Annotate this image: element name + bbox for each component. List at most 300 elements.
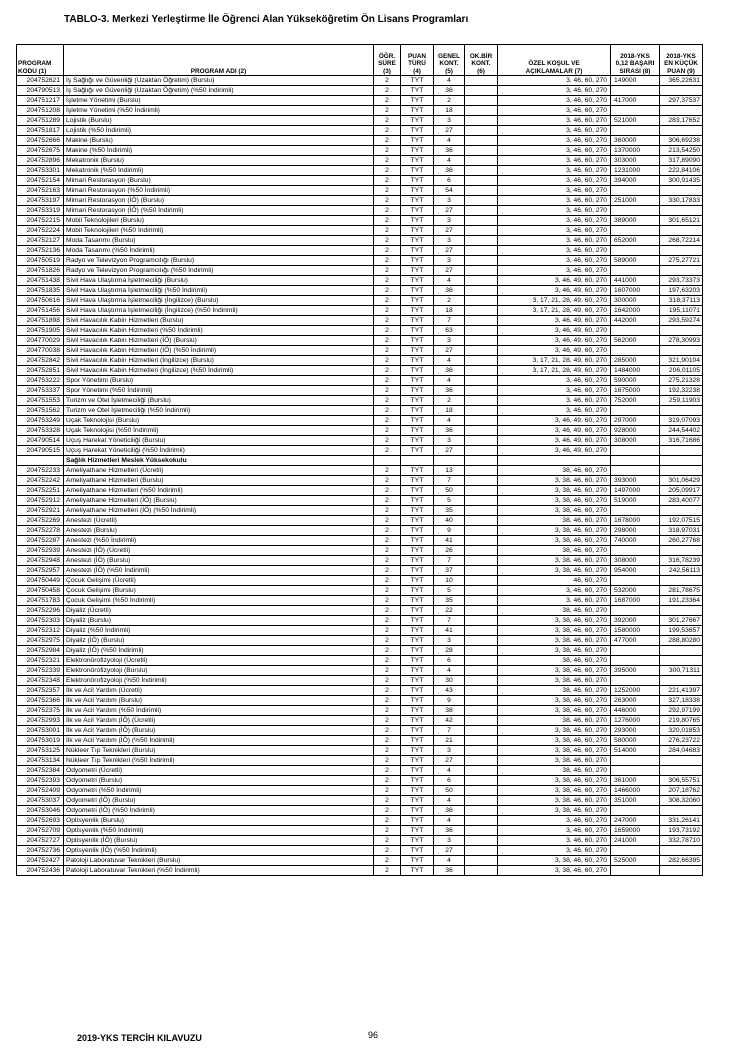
quota-cell: 3 <box>434 746 465 756</box>
conditions-cell: 3, 46, 49, 60, 270 <box>498 426 611 436</box>
conditions-cell: 38, 46, 60, 270 <box>498 686 611 696</box>
program-code-cell: 204751562 <box>17 406 64 416</box>
table-row <box>17 426 703 436</box>
program-name-cell: Ameliyathane Hizmetleri (İÖ) (Burslu) <box>64 496 374 506</box>
success-rank-cell <box>611 466 660 476</box>
extra-quota-cell <box>465 786 498 796</box>
score-type-cell: TYT <box>401 276 434 286</box>
extra-quota-cell <box>465 366 498 376</box>
duration-cell: 2 <box>374 666 401 676</box>
conditions-cell: 3, 38, 46, 60, 270 <box>498 866 611 876</box>
quota-cell: 6 <box>434 656 465 666</box>
conditions-cell: 3, 38, 46, 60, 270 <box>498 506 611 516</box>
success-rank-cell: 1276000 <box>611 716 660 726</box>
program-name-cell: İşletme Yönetimi (%50 İndirimli) <box>64 106 374 116</box>
extra-quota-cell <box>465 646 498 656</box>
score-type-cell: TYT <box>401 306 434 316</box>
table-row <box>17 636 703 646</box>
program-name-cell: İlk ve Acil Yardım (Ücretli) <box>64 686 374 696</box>
score-type-cell: TYT <box>401 616 434 626</box>
header-line: (6) <box>477 67 485 75</box>
duration-cell: 2 <box>374 576 401 586</box>
table-row <box>17 506 703 516</box>
quota-cell: 2 <box>434 396 465 406</box>
quota-cell: 4 <box>434 276 465 286</box>
header-line: AÇIKLAMALAR (7) <box>525 67 583 75</box>
quota-cell: 9 <box>434 526 465 536</box>
table-row <box>17 776 703 786</box>
duration-cell: 2 <box>374 496 401 506</box>
score-type-cell: TYT <box>401 376 434 386</box>
min-score-cell <box>660 126 703 136</box>
program-name-cell: Uçak Teknolojisi (%50 İndirimli) <box>64 426 374 436</box>
conditions-cell: 3, 46, 60, 270 <box>498 266 611 276</box>
extra-quota-cell <box>465 686 498 696</box>
min-score-cell <box>660 576 703 586</box>
success-rank-cell <box>611 446 660 456</box>
header-line: (4) <box>413 67 421 75</box>
table-row <box>17 486 703 496</box>
success-rank-cell: 263000 <box>611 696 660 706</box>
min-score-cell: 268,72214 <box>660 236 703 246</box>
success-rank-cell: 417000 <box>611 96 660 106</box>
success-rank-cell <box>611 106 660 116</box>
program-code-cell: 204752215 <box>17 216 64 226</box>
conditions-cell: 3, 46, 49, 60, 270 <box>498 436 611 446</box>
min-score-cell: 321,90104 <box>660 356 703 366</box>
header-program-code <box>17 45 64 76</box>
duration-cell: 2 <box>374 436 401 446</box>
success-rank-cell: 446000 <box>611 706 660 716</box>
score-type-cell <box>401 456 434 466</box>
header-program-name <box>64 45 374 76</box>
score-type-cell: TYT <box>401 286 434 296</box>
program-name-cell: Elektronörofizyoloji (%50 İndirimli) <box>64 676 374 686</box>
conditions-cell: 3, 38, 46, 60, 270 <box>498 666 611 676</box>
success-rank-cell: 303000 <box>611 156 660 166</box>
conditions-cell: 3, 46, 49, 60, 270 <box>498 326 611 336</box>
success-rank-cell: 519000 <box>611 496 660 506</box>
duration-cell: 2 <box>374 296 401 306</box>
quota-cell: 4 <box>434 416 465 426</box>
conditions-cell: 3, 17, 21, 28, 49, 60, 270 <box>498 296 611 306</box>
program-name-cell: Patoloji Laboratuvar Teknikleri (Burslu) <box>64 856 374 866</box>
success-rank-cell: 441000 <box>611 276 660 286</box>
program-code-cell: 204751835 <box>17 286 64 296</box>
min-score-cell <box>660 656 703 666</box>
extra-quota-cell <box>465 96 498 106</box>
duration-cell: 2 <box>374 106 401 116</box>
table-row <box>17 626 703 636</box>
program-name-cell: Mimari Restorasyon (İÖ) (%50 İndirimli) <box>64 206 374 216</box>
success-rank-cell: 395000 <box>611 666 660 676</box>
min-score-cell: 207,18762 <box>660 786 703 796</box>
conditions-cell: 3, 46, 60, 270 <box>498 176 611 186</box>
extra-quota-cell <box>465 766 498 776</box>
quota-cell: 3 <box>434 116 465 126</box>
table-row <box>17 396 703 406</box>
table-row <box>17 376 703 386</box>
conditions-cell: 3, 46, 49, 60, 270 <box>498 346 611 356</box>
header-extra-quota <box>465 45 498 76</box>
duration-cell: 2 <box>374 186 401 196</box>
success-rank-cell: 293000 <box>611 726 660 736</box>
extra-quota-cell <box>465 636 498 646</box>
program-name-cell: Turizm ve Otel İşletmeciliği (Burslu) <box>64 396 374 406</box>
duration-cell: 2 <box>374 96 401 106</box>
score-type-cell: TYT <box>401 516 434 526</box>
duration-cell: 2 <box>374 476 401 486</box>
section-title: Sağlık Hizmetleri Meslek Yüksekokulu <box>64 456 374 466</box>
duration-cell: 2 <box>374 206 401 216</box>
program-name-cell: Radyo ve Televizyon Programcılığı (%50 İndirimli) <box>64 266 374 276</box>
header-score-type <box>401 45 434 76</box>
min-score-cell: 316,71686 <box>660 436 703 446</box>
conditions-cell: 3, 46, 60, 270 <box>498 836 611 846</box>
program-name-cell: Nükleer Tıp Teknikleri (Burslu) <box>64 746 374 756</box>
min-score-cell: 222,84106 <box>660 166 703 176</box>
score-type-cell: TYT <box>401 166 434 176</box>
conditions-cell: 3, 46, 60, 270 <box>498 206 611 216</box>
conditions-cell: 3, 17, 21, 28, 49, 60, 270 <box>498 356 611 366</box>
extra-quota-cell <box>465 386 498 396</box>
min-score-cell: 193,73192 <box>660 826 703 836</box>
quota-cell: 27 <box>434 226 465 236</box>
quota-cell: 40 <box>434 516 465 526</box>
section-row <box>17 456 703 466</box>
extra-quota-cell <box>465 216 498 226</box>
min-score-cell <box>660 446 703 456</box>
extra-quota-cell <box>465 166 498 176</box>
conditions-cell: 38, 46, 60, 270 <box>498 766 611 776</box>
quota-cell: 36 <box>434 806 465 816</box>
success-rank-cell: 251000 <box>611 196 660 206</box>
extra-quota-cell <box>465 836 498 846</box>
min-score-cell: 283,40077 <box>660 496 703 506</box>
program-name-cell: Çocuk Gelişimi (Burslu) <box>64 586 374 596</box>
min-score-cell: 221,41397 <box>660 686 703 696</box>
program-code-cell: 204752427 <box>17 856 64 866</box>
conditions-cell: 3, 46, 60, 270 <box>498 246 611 256</box>
extra-quota-cell <box>465 546 498 556</box>
score-type-cell: TYT <box>401 96 434 106</box>
quota-cell: 36 <box>434 146 465 156</box>
success-rank-cell: 300000 <box>611 296 660 306</box>
success-rank-cell: 241000 <box>611 836 660 846</box>
duration-cell: 2 <box>374 326 401 336</box>
conditions-cell: 3, 46, 60, 270 <box>498 226 611 236</box>
score-type-cell: TYT <box>401 466 434 476</box>
table-row <box>17 346 703 356</box>
duration-cell: 2 <box>374 416 401 426</box>
program-name-cell: Mobil Teknolojileri (%50 İndirimli) <box>64 226 374 236</box>
header-line: 0,12 BAŞARI <box>615 60 655 68</box>
program-code-cell: 204752312 <box>17 626 64 636</box>
duration-cell: 2 <box>374 166 401 176</box>
success-rank-cell: 1659000 <box>611 826 660 836</box>
table-row <box>17 196 703 206</box>
score-type-cell: TYT <box>401 836 434 846</box>
program-code-cell: 204751905 <box>17 326 64 336</box>
table-row <box>17 476 703 486</box>
conditions-cell: 3, 46, 49, 60, 270 <box>498 316 611 326</box>
conditions-cell: 38, 46, 60, 270 <box>498 656 611 666</box>
success-rank-cell: 360000 <box>611 136 660 146</box>
header-success-rank <box>611 45 660 76</box>
extra-quota-cell <box>465 296 498 306</box>
table-row <box>17 666 703 676</box>
extra-quota-cell <box>465 276 498 286</box>
score-type-cell: TYT <box>401 506 434 516</box>
min-score-cell: 206,01105 <box>660 366 703 376</box>
header-line: (5) <box>445 67 453 75</box>
duration-cell: 2 <box>374 276 401 286</box>
duration-cell: 2 <box>374 446 401 456</box>
program-name-cell: Anestezi (Ücretli) <box>64 516 374 526</box>
conditions-cell: 3, 38, 46, 60, 270 <box>498 676 611 686</box>
conditions-cell: 3, 38, 46, 60, 270 <box>498 726 611 736</box>
table-row <box>17 866 703 876</box>
program-name-cell: Spor Yönetimi (%50 İndirimli) <box>64 386 374 396</box>
extra-quota-cell <box>465 206 498 216</box>
program-name-cell: İş Sağlığı ve Güvenliği (Uzaktan Öğretim) (%50 İndirimli) <box>64 86 374 96</box>
program-name-cell: Elektronörofizyoloji (Burslu) <box>64 666 374 676</box>
duration-cell: 2 <box>374 846 401 856</box>
table-row <box>17 526 703 536</box>
score-type-cell: TYT <box>401 816 434 826</box>
table-row <box>17 86 703 96</box>
table-row <box>17 356 703 366</box>
conditions-cell: 3, 46, 49, 60, 270 <box>498 286 611 296</box>
duration-cell: 2 <box>374 266 401 276</box>
program-code-cell: 204752984 <box>17 646 64 656</box>
extra-quota-cell <box>465 776 498 786</box>
duration-cell: 2 <box>374 376 401 386</box>
header-line: TÜRÜ <box>408 60 426 68</box>
extra-quota-cell <box>465 346 498 356</box>
extra-quota-cell <box>465 676 498 686</box>
min-score-cell: 301,65121 <box>660 216 703 226</box>
program-name-cell: Uçuş Harekat Yöneticiliği (Burslu) <box>64 436 374 446</box>
header-line: EN KÜÇÜK <box>664 60 698 68</box>
program-code-cell: 204752693 <box>17 816 64 826</box>
extra-quota-cell <box>465 306 498 316</box>
table-row <box>17 216 703 226</box>
program-name-cell: İlk ve Acil Yardım (İÖ) (Ücretli) <box>64 716 374 726</box>
program-code-cell: 204752921 <box>17 506 64 516</box>
program-code-cell: 204752287 <box>17 536 64 546</box>
score-type-cell: TYT <box>401 576 434 586</box>
score-type-cell: TYT <box>401 486 434 496</box>
duration-cell: 2 <box>374 796 401 806</box>
program-code-cell: 204752154 <box>17 176 64 186</box>
min-score-cell <box>660 466 703 476</box>
score-type-cell: TYT <box>401 476 434 486</box>
header-duration <box>374 45 401 76</box>
quota-cell: 3 <box>434 216 465 226</box>
program-name-cell: İşletme Yönetimi (Burslu) <box>64 96 374 106</box>
conditions-cell: 3, 46, 60, 270 <box>498 86 611 96</box>
min-score-cell: 316,78239 <box>660 556 703 566</box>
conditions-cell: 3, 38, 46, 60, 270 <box>498 536 611 546</box>
extra-quota-cell <box>465 396 498 406</box>
score-type-cell: TYT <box>401 326 434 336</box>
quota-cell: 21 <box>434 736 465 746</box>
min-score-cell: 330,17833 <box>660 196 703 206</box>
program-name-cell: İlk ve Acil Yardım (Burslu) <box>64 696 374 706</box>
program-code-cell: 204753249 <box>17 416 64 426</box>
duration-cell: 2 <box>374 406 401 416</box>
header-line: 2018-YKS <box>666 52 696 60</box>
extra-quota-cell <box>465 566 498 576</box>
program-name-cell: Patoloji Laboratuvar Teknikleri (%50 İndirimli) <box>64 866 374 876</box>
quota-cell: 4 <box>434 356 465 366</box>
program-code-cell: 204752278 <box>17 526 64 536</box>
min-score-cell: 318,37113 <box>660 296 703 306</box>
program-code-cell: 204752666 <box>17 136 64 146</box>
quota-cell: 13 <box>434 466 465 476</box>
extra-quota-cell <box>465 826 498 836</box>
min-score-cell <box>660 506 703 516</box>
program-code-cell: 204752339 <box>17 666 64 676</box>
score-type-cell: TYT <box>401 776 434 786</box>
extra-quota-cell <box>465 576 498 586</box>
table-row <box>17 316 703 326</box>
duration-cell: 2 <box>374 836 401 846</box>
program-code-cell: 204752366 <box>17 696 64 706</box>
score-type-cell: TYT <box>401 656 434 666</box>
score-type-cell: TYT <box>401 126 434 136</box>
program-code-cell: 204752233 <box>17 466 64 476</box>
conditions-cell: 46, 60, 270 <box>498 576 611 586</box>
conditions-cell: 3, 17, 21, 28, 49, 60, 270 <box>498 306 611 316</box>
duration-cell: 2 <box>374 816 401 826</box>
quota-cell: 27 <box>434 846 465 856</box>
duration-cell: 2 <box>374 76 401 86</box>
score-type-cell: TYT <box>401 546 434 556</box>
min-score-cell <box>660 266 703 276</box>
quota-cell: 7 <box>434 476 465 486</box>
extra-quota-cell <box>465 76 498 86</box>
score-type-cell: TYT <box>401 696 434 706</box>
header-line: PUAN <box>407 52 427 60</box>
min-score-cell <box>660 406 703 416</box>
extra-quota-cell <box>465 376 498 386</box>
program-name-cell: Moda Tasarımı (Burslu) <box>64 236 374 246</box>
table-row <box>17 836 703 846</box>
quota-cell: 2 <box>434 296 465 306</box>
conditions-cell: 3, 46, 49, 60, 270 <box>498 276 611 286</box>
quota-cell: 7 <box>434 316 465 326</box>
program-code-cell: 204753001 <box>17 726 64 736</box>
extra-quota-cell <box>465 696 498 706</box>
min-score-cell: 318,97031 <box>660 526 703 536</box>
success-rank-cell <box>611 346 660 356</box>
program-name-cell: Radyo ve Televizyon Programcılığı (Burslu) <box>64 256 374 266</box>
success-rank-cell <box>611 86 660 96</box>
score-type-cell: TYT <box>401 826 434 836</box>
program-code-cell: 204750458 <box>17 586 64 596</box>
duration-cell: 2 <box>374 526 401 536</box>
duration-cell: 2 <box>374 536 401 546</box>
program-code-cell <box>17 456 64 466</box>
min-score-cell <box>660 806 703 816</box>
table-row <box>17 136 703 146</box>
success-rank-cell: 149000 <box>611 76 660 86</box>
program-code-cell: 204753319 <box>17 206 64 216</box>
program-code-cell: 204752912 <box>17 496 64 506</box>
duration-cell: 2 <box>374 826 401 836</box>
program-code-cell: 204752393 <box>17 776 64 786</box>
table-row <box>17 796 703 806</box>
success-rank-cell: 562000 <box>611 336 660 346</box>
program-name-cell: Diyaliz (Burslu) <box>64 616 374 626</box>
quota-cell: 7 <box>434 726 465 736</box>
table-row <box>17 536 703 546</box>
conditions-cell: 3, 17, 21, 28, 49, 60, 270 <box>498 366 611 376</box>
min-score-cell: 319,07093 <box>660 416 703 426</box>
min-score-cell: 317,89090 <box>660 156 703 166</box>
extra-quota-cell <box>465 336 498 346</box>
header-line: PROGRAM ADI (2) <box>190 67 247 75</box>
score-type-cell: TYT <box>401 436 434 446</box>
program-code-cell: 204752975 <box>17 636 64 646</box>
program-name-cell: Mekatronik (%50 İndirimli) <box>64 166 374 176</box>
table-row <box>17 566 703 576</box>
table-row <box>17 496 703 506</box>
score-type-cell: TYT <box>401 206 434 216</box>
duration-cell: 2 <box>374 676 401 686</box>
conditions-cell: 38, 46, 60, 270 <box>498 546 611 556</box>
program-code-cell: 204751289 <box>17 116 64 126</box>
table-row <box>17 606 703 616</box>
program-code-cell: 204753337 <box>17 386 64 396</box>
min-score-cell: 260,27768 <box>660 536 703 546</box>
conditions-cell: 3, 38, 46, 60, 270 <box>498 706 611 716</box>
extra-quota-cell <box>465 736 498 746</box>
score-type-cell: TYT <box>401 156 434 166</box>
duration-cell: 2 <box>374 856 401 866</box>
extra-quota-cell <box>465 286 498 296</box>
extra-quota-cell <box>465 356 498 366</box>
quota-cell: 6 <box>434 776 465 786</box>
program-code-cell: 204752242 <box>17 476 64 486</box>
program-code-cell: 204753037 <box>17 796 64 806</box>
conditions-cell <box>498 456 611 466</box>
header-line: ÖZEL KOŞUL VE <box>528 60 580 68</box>
extra-quota-cell <box>465 596 498 606</box>
duration-cell: 2 <box>374 246 401 256</box>
program-code-cell: 204752993 <box>17 716 64 726</box>
duration-cell <box>374 456 401 466</box>
quota-cell: 41 <box>434 626 465 636</box>
program-code-cell: 204752296 <box>17 606 64 616</box>
extra-quota-cell <box>465 806 498 816</box>
table-row <box>17 326 703 336</box>
success-rank-cell <box>611 546 660 556</box>
success-rank-cell: 394000 <box>611 176 660 186</box>
extra-quota-cell <box>465 816 498 826</box>
success-rank-cell <box>611 676 660 686</box>
conditions-cell: 38, 46, 60, 270 <box>498 466 611 476</box>
conditions-cell: 3, 38, 46, 60, 270 <box>498 796 611 806</box>
quota-cell: 43 <box>434 686 465 696</box>
program-name-cell: Odyometri (%50 İndirimli) <box>64 786 374 796</box>
conditions-cell: 3, 38, 46, 60, 270 <box>498 526 611 536</box>
success-rank-cell: 308000 <box>611 436 660 446</box>
table-row <box>17 336 703 346</box>
min-score-cell: 300,71311 <box>660 666 703 676</box>
